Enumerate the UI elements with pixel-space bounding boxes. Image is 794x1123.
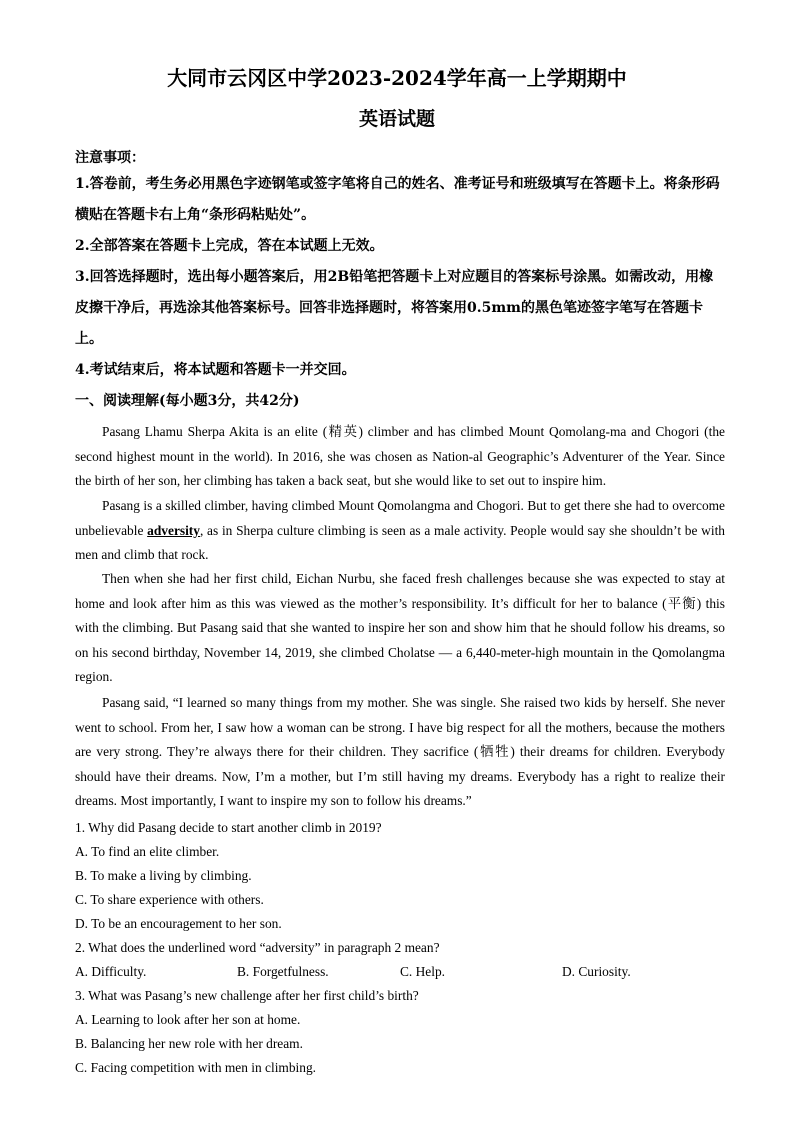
answer-option: B. To make a living by climbing. [75,868,252,883]
answer-option: C. Help. [400,964,446,979]
answer-option: D. To be an encouragement to her son. [75,916,282,931]
answer-option: C. Facing competition with men in climbing. [75,1060,317,1075]
passage-paragraph-3: Then when she had her first child, Eichan Nurbu, she faced fresh challenges because she was expected to stay at home and look after him as this was viewed as the mother’s responsibility. It’s difficult for her to balance (平衡) this with the climbing. But Pasang said that she wanted to inspire her son and show him that he should follow his dreams, so on his second birthday, November 14, 2019, she climbed Cholatse — a 6,440-meter-high mountain in the Qomolangma region. [75,571,725,685]
note-item: 3.回答选择题时，选出每小题答案后，用2B铅笔把答题卡上对应题目的答案标号涂黑。如需改动，用橡皮擦干净后，再选涂其他答案标号。回答非选择题时，将答案用0.5mm的黑色笔迹签字笔写在答题卡上。 [75,269,714,347]
answer-option: A. Difficulty. [75,964,147,979]
page-title: 大同市云冈区中学2023-2024学年高一上学期期中 [167,66,627,90]
option-row [75,962,735,982]
answer-option: D. Curiosity. [562,964,631,979]
note-item: 1.答卷前，考生务必用黑色字迹钢笔或签字笔将自己的姓名、准考证号和班级填写在答题卡上。将条形码横贴在答题卡右上角“条形码粘贴处”。 [75,176,720,223]
answer-option: A. Learning to look after her son at home. [75,1012,301,1027]
underlined-word: adversity [147,522,200,538]
section-heading: 一、阅读理解(每小题3分，共42分) [75,393,300,409]
note-item: 4.考试结束后，将本试题和答题卡一并交回。 [75,362,356,378]
question-stem: 2. What does the underlined word “adversity” in paragraph 2 mean? [75,940,440,955]
paragraph-text: Pasang is a skilled climber, having climbed Mount Qomolangma and Chogori. But to get there she had to overcome unbelievable [75,498,725,538]
passage-paragraph-1: Pasang Lhamu Sherpa Akita is an elite (精英) climber and has climbed Mount Qomolang-ma and Chogori (the second highest mount in the world). In 2016, she was chosen as Nation-al Geographic’s Adventurer of the Year. Since the birth of her son, her climbing has taken a back seat, but she would like to set out to inspire him. [75,424,725,489]
answer-option: C. To share experience with others. [75,892,264,907]
answer-option: B. Forgetfulness. [237,964,329,979]
question-stem: 3. What was Pasang’s new challenge after her first child’s birth? [75,988,419,1003]
passage-paragraph-2 [75,494,725,568]
page-subtitle: 英语试题 [358,108,435,130]
question-stem: 1. Why did Pasang decide to start another climb in 2019? [75,820,382,835]
answer-option: A. To find an elite climber. [75,844,220,859]
paragraph-text: , as in Sherpa culture climbing is seen as a male activity. People would say she shouldn’t be with men and climb that rock. [75,522,725,563]
note-item: 2.全部答案在答题卡上完成，答在本试题上无效。 [75,238,384,254]
answer-option: B. Balancing her new role with her dream. [75,1036,303,1051]
passage-paragraph-4: Pasang said, “I learned so many things from my mother. She was single. She raised two kids by herself. She never went to school. From her, I saw how a woman can be strong. I have big respect for all the mothers, because the mothers are very strong. They’re always there for their children. They sacrifice (牺牲) their dreams for children. Everybody should have their dreams. Now, I’m a mother, but I’m still having my dreams. Everybody has a right to realize their dreams. Most importantly, I want to inspire my son to follow his dreams.” [75,695,725,809]
notes-heading: 注意事项： [75,150,145,166]
